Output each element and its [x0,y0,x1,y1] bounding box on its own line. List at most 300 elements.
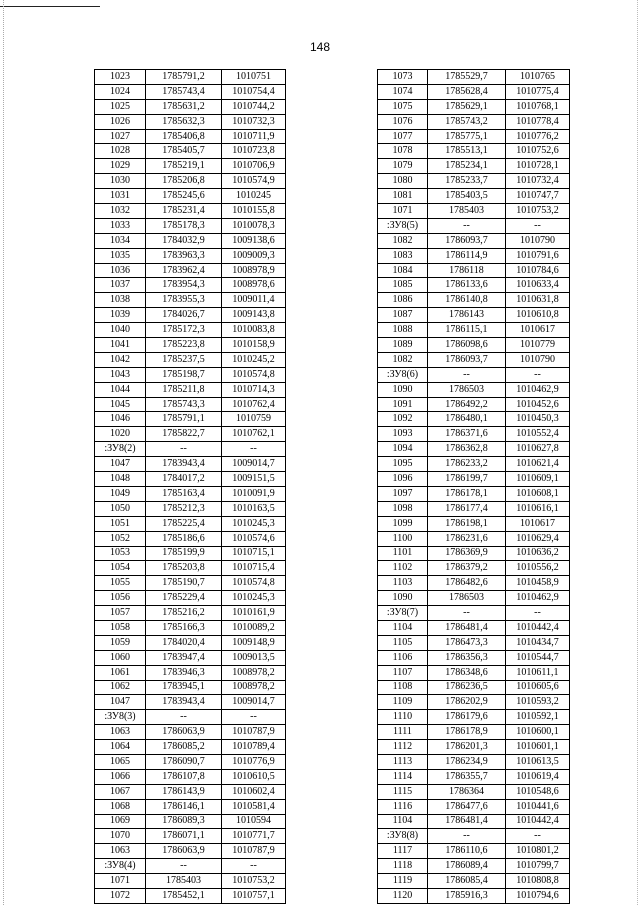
y-coordinate-cell: -- [506,829,570,844]
table-row [95,293,286,308]
y-coordinate-cell: 1010617 [506,323,570,338]
x-coordinate-cell: 1785403 [146,874,222,889]
x-coordinate-cell: 1785632,3 [146,114,222,129]
y-coordinate-cell: 1010754,4 [222,84,286,99]
point-number-cell: 1038 [95,293,146,308]
table-row [378,888,570,903]
y-coordinate-cell: 1010629,4 [506,531,570,546]
table-row [95,501,286,516]
y-coordinate-cell: 1010600,1 [506,725,570,740]
x-coordinate-cell: 1786098,6 [428,338,506,353]
x-coordinate-cell: 1786143 [428,308,506,323]
table-row [378,442,570,457]
point-number-cell: 1047 [95,695,146,710]
x-coordinate-cell: 1786133,6 [428,278,506,293]
point-number-cell: 1084 [378,263,428,278]
point-number-cell: 1097 [378,486,428,501]
point-number-cell: 1025 [95,99,146,114]
x-coordinate-cell: -- [146,859,222,874]
x-coordinate-cell: 1785916,3 [428,888,506,903]
point-number-cell: 1063 [95,725,146,740]
y-coordinate-cell: -- [222,710,286,725]
x-coordinate-cell: 1786179,6 [428,710,506,725]
y-coordinate-cell: 1010765 [506,70,570,85]
x-coordinate-cell: 1786093,7 [428,352,506,367]
x-coordinate-cell: 1786503 [428,382,506,397]
y-coordinate-cell: 1010613,5 [506,754,570,769]
table-row [95,680,286,695]
point-number-cell: 1101 [378,546,428,561]
point-number-cell: 1081 [378,189,428,204]
x-coordinate-cell: 1783947,4 [146,650,222,665]
x-coordinate-cell: 1785406,8 [146,129,222,144]
table-row [95,174,286,189]
table-row [378,725,570,740]
y-coordinate-cell: 1010245 [222,189,286,204]
point-number-cell: 1091 [378,397,428,412]
table-row [95,740,286,755]
y-coordinate-cell: 1010753,2 [506,204,570,219]
y-coordinate-cell: 1009143,8 [222,308,286,323]
point-number-cell: 1085 [378,278,428,293]
point-number-cell: 1063 [95,844,146,859]
point-number-cell: 1023 [95,70,146,85]
y-coordinate-cell: 1010245,3 [222,591,286,606]
table-row [95,159,286,174]
point-number-cell: 1099 [378,516,428,531]
y-coordinate-cell: 1010776,2 [506,129,570,144]
x-coordinate-cell: 1783943,4 [146,695,222,710]
x-coordinate-cell: 1786063,9 [146,725,222,740]
table-row [95,531,286,546]
table-row [95,189,286,204]
table-row [378,204,570,219]
x-coordinate-cell: 1786178,9 [428,725,506,740]
table-row [95,144,286,159]
x-coordinate-cell: 1785225,4 [146,516,222,531]
point-number-cell: 1119 [378,874,428,889]
y-coordinate-cell: 1010574,6 [222,531,286,546]
point-number-cell: 1106 [378,650,428,665]
table-row [95,576,286,591]
x-coordinate-cell: 1786355,7 [428,769,506,784]
x-coordinate-cell: 1786482,6 [428,576,506,591]
point-number-cell: 1060 [95,650,146,665]
table-row [378,457,570,472]
table-row [95,99,286,114]
y-coordinate-cell: 1010790 [506,352,570,367]
table-row [95,874,286,889]
table-row [378,308,570,323]
y-coordinate-cell: 1010714,3 [222,382,286,397]
point-number-cell: 1115 [378,784,428,799]
x-coordinate-cell: 1786202,9 [428,695,506,710]
x-coordinate-cell: 1785791,2 [146,70,222,85]
table-row [95,635,286,650]
point-number-cell: 1107 [378,665,428,680]
x-coordinate-cell: -- [146,710,222,725]
point-number-cell: 1043 [95,367,146,382]
point-number-cell: 1057 [95,606,146,621]
x-coordinate-cell: 1786231,6 [428,531,506,546]
x-coordinate-cell: 1786177,4 [428,501,506,516]
y-coordinate-cell: 1010458,9 [506,576,570,591]
point-number-cell: 1056 [95,591,146,606]
x-coordinate-cell: 1786146,1 [146,799,222,814]
y-coordinate-cell: 1009013,5 [222,650,286,665]
y-coordinate-cell: 1010608,1 [506,486,570,501]
y-coordinate-cell: 1010757,1 [222,888,286,903]
point-number-cell: 1062 [95,680,146,695]
x-coordinate-cell: -- [428,367,506,382]
point-number-cell: 1034 [95,233,146,248]
table-row [378,561,570,576]
table-row [95,665,286,680]
point-number-cell: 1032 [95,204,146,219]
y-coordinate-cell: 1009151,5 [222,472,286,487]
x-coordinate-cell: 1785229,4 [146,591,222,606]
x-coordinate-cell: 1785743,2 [428,114,506,129]
point-number-cell: 1030 [95,174,146,189]
point-number-cell: 1117 [378,844,428,859]
point-number-cell: 1072 [95,888,146,903]
y-coordinate-cell: 1010636,2 [506,546,570,561]
point-number-cell: 1047 [95,457,146,472]
point-number-cell: 1082 [378,233,428,248]
table-row [95,561,286,576]
point-number-cell: 1061 [95,665,146,680]
point-number-cell: 1111 [378,725,428,740]
table-row [95,397,286,412]
table-row [95,457,286,472]
table-row [378,814,570,829]
x-coordinate-cell: 1785743,4 [146,84,222,99]
point-number-cell: 1093 [378,427,428,442]
y-coordinate-cell: 1010544,7 [506,650,570,665]
table-row [95,352,286,367]
point-number-cell: 1110 [378,710,428,725]
y-coordinate-cell: 1010779 [506,338,570,353]
table-row [378,620,570,635]
table-row [95,412,286,427]
table-row [95,204,286,219]
table-row [378,695,570,710]
point-number-cell: 1076 [378,114,428,129]
x-coordinate-cell: 1786115,1 [428,323,506,338]
y-coordinate-cell: 1008978,2 [222,665,286,680]
scan-edge-left [3,0,4,905]
table-row [378,352,570,367]
x-coordinate-cell: 1785219,1 [146,159,222,174]
point-number-cell: 1069 [95,814,146,829]
table-row [378,710,570,725]
x-coordinate-cell: 1786071,1 [146,829,222,844]
x-coordinate-cell: 1785216,2 [146,606,222,621]
point-number-cell: 1059 [95,635,146,650]
x-coordinate-cell: 1785775,1 [428,129,506,144]
x-coordinate-cell: 1785631,2 [146,99,222,114]
x-coordinate-cell: 1786118 [428,263,506,278]
table-row [378,174,570,189]
table-row [95,710,286,725]
table-row [95,695,286,710]
y-coordinate-cell: -- [506,367,570,382]
table-row [378,635,570,650]
y-coordinate-cell: 1010801,2 [506,844,570,859]
table-row [95,70,286,85]
point-number-cell: 1050 [95,501,146,516]
table-row [95,799,286,814]
y-coordinate-cell: 1010574,8 [222,367,286,382]
point-number-cell: :ЗУ8(3) [95,710,146,725]
point-number-cell: 1104 [378,620,428,635]
y-coordinate-cell: 1010771,7 [222,829,286,844]
table-row [378,606,570,621]
y-coordinate-cell: 1008978,2 [222,680,286,695]
top-rule-line [0,6,100,7]
x-coordinate-cell: 1786085,4 [428,874,506,889]
x-coordinate-cell: 1786140,8 [428,293,506,308]
table-row [95,814,286,829]
x-coordinate-cell: 1783945,1 [146,680,222,695]
table-row [378,799,570,814]
x-coordinate-cell: 1785452,1 [146,888,222,903]
x-coordinate-cell: 1783955,3 [146,293,222,308]
point-number-cell: 1031 [95,189,146,204]
y-coordinate-cell: 1010078,3 [222,218,286,233]
y-coordinate-cell: 1010245,2 [222,352,286,367]
y-coordinate-cell: 1010747,7 [506,189,570,204]
x-coordinate-cell: 1783946,3 [146,665,222,680]
point-number-cell: :ЗУ8(5) [378,218,428,233]
x-coordinate-cell: 1785743,3 [146,397,222,412]
x-coordinate-cell: 1785163,4 [146,486,222,501]
y-coordinate-cell: 1010601,1 [506,740,570,755]
point-number-cell: 1108 [378,680,428,695]
y-coordinate-cell: 1010462,9 [506,591,570,606]
y-coordinate-cell: 1010784,6 [506,263,570,278]
x-coordinate-cell: 1786107,8 [146,769,222,784]
y-coordinate-cell: -- [222,442,286,457]
point-number-cell: 1100 [378,531,428,546]
table-row [378,412,570,427]
x-coordinate-cell: 1785166,3 [146,620,222,635]
point-number-cell: 1048 [95,472,146,487]
table-row [378,159,570,174]
point-number-cell: 1073 [378,70,428,85]
y-coordinate-cell: 1010592,1 [506,710,570,725]
point-number-cell: 1067 [95,784,146,799]
y-coordinate-cell: 1010752,6 [506,144,570,159]
x-coordinate-cell: -- [428,829,506,844]
point-number-cell: 1089 [378,338,428,353]
y-coordinate-cell: 1010794,6 [506,888,570,903]
x-coordinate-cell: 1786480,1 [428,412,506,427]
x-coordinate-cell: 1786481,4 [428,814,506,829]
table-row [378,114,570,129]
scan-edge-right [637,0,638,905]
point-number-cell: 1120 [378,888,428,903]
x-coordinate-cell: 1785629,1 [428,99,506,114]
y-coordinate-cell: 1010762,1 [222,427,286,442]
y-coordinate-cell: 1010715,1 [222,546,286,561]
point-number-cell: 1079 [378,159,428,174]
x-coordinate-cell: 1785628,4 [428,84,506,99]
y-coordinate-cell: 1010759 [222,412,286,427]
y-coordinate-cell: 1010434,7 [506,635,570,650]
x-coordinate-cell: 1785223,8 [146,338,222,353]
y-coordinate-cell: 1010744,2 [222,99,286,114]
point-number-cell: 1041 [95,338,146,353]
point-number-cell: 1082 [378,352,428,367]
y-coordinate-cell: 1010452,6 [506,397,570,412]
point-number-cell: 1113 [378,754,428,769]
y-coordinate-cell: 1010610,5 [222,769,286,784]
y-coordinate-cell: 1010089,2 [222,620,286,635]
y-coordinate-cell: 1010155,8 [222,204,286,219]
y-coordinate-cell: 1010627,8 [506,442,570,457]
point-number-cell: 1029 [95,159,146,174]
y-coordinate-cell: 1010711,9 [222,129,286,144]
point-number-cell: 1036 [95,263,146,278]
y-coordinate-cell: 1010751 [222,70,286,85]
table-row [378,70,570,85]
table-row [95,546,286,561]
x-coordinate-cell: 1783962,4 [146,263,222,278]
table-row [95,248,286,263]
page-number: 148 [309,40,331,54]
coordinates-table-right [377,69,570,904]
y-coordinate-cell: 1010158,9 [222,338,286,353]
x-coordinate-cell: 1786234,9 [428,754,506,769]
y-coordinate-cell: 1008978,9 [222,263,286,278]
x-coordinate-cell: 1785211,8 [146,382,222,397]
table-row [378,472,570,487]
table-row [378,427,570,442]
table-row [95,263,286,278]
table-row [378,397,570,412]
x-coordinate-cell: 1785405,7 [146,144,222,159]
table-row [378,576,570,591]
table-row [95,442,286,457]
table-row [95,784,286,799]
x-coordinate-cell: 1785186,6 [146,531,222,546]
table-row [378,680,570,695]
point-number-cell: :ЗУ8(4) [95,859,146,874]
point-number-cell: 1104 [378,814,428,829]
y-coordinate-cell: 1010552,4 [506,427,570,442]
point-number-cell: 1054 [95,561,146,576]
point-number-cell: 1024 [95,84,146,99]
x-coordinate-cell: 1786362,8 [428,442,506,457]
y-coordinate-cell: 1010161,9 [222,606,286,621]
y-coordinate-cell: 1010808,8 [506,874,570,889]
y-coordinate-cell: 1009009,3 [222,248,286,263]
coordinates-table-right-body [378,70,570,904]
y-coordinate-cell: 1009148,9 [222,635,286,650]
coordinates-table-left [94,69,286,904]
point-number-cell: 1083 [378,248,428,263]
point-number-cell: 1045 [95,397,146,412]
y-coordinate-cell: 1010787,9 [222,725,286,740]
x-coordinate-cell: 1784026,7 [146,308,222,323]
y-coordinate-cell: 1010768,1 [506,99,570,114]
x-coordinate-cell: 1786356,3 [428,650,506,665]
x-coordinate-cell: 1786477,6 [428,799,506,814]
x-coordinate-cell: -- [428,606,506,621]
x-coordinate-cell: 1785403,5 [428,189,506,204]
x-coordinate-cell: 1786371,6 [428,427,506,442]
table-row [378,293,570,308]
table-row [95,308,286,323]
y-coordinate-cell: 1010631,8 [506,293,570,308]
table-row [95,233,286,248]
table-row [378,874,570,889]
x-coordinate-cell: 1786481,4 [428,620,506,635]
table-row [378,829,570,844]
y-coordinate-cell: 1010775,4 [506,84,570,99]
x-coordinate-cell: 1786199,7 [428,472,506,487]
y-coordinate-cell: 1010609,1 [506,472,570,487]
y-coordinate-cell: 1010245,3 [222,516,286,531]
table-row [378,367,570,382]
y-coordinate-cell: 1009014,7 [222,695,286,710]
point-number-cell: 1078 [378,144,428,159]
table-row [378,844,570,859]
y-coordinate-cell: 1010619,4 [506,769,570,784]
point-number-cell: 1074 [378,84,428,99]
y-coordinate-cell: 1010621,4 [506,457,570,472]
coordinates-table-left-body [95,70,286,904]
table-row [95,486,286,501]
table-row [95,725,286,740]
table-row [378,740,570,755]
point-number-cell: 1027 [95,129,146,144]
point-number-cell: 1046 [95,412,146,427]
point-number-cell: :ЗУ8(8) [378,829,428,844]
table-row [378,546,570,561]
y-coordinate-cell: 1009011,4 [222,293,286,308]
x-coordinate-cell: 1786473,3 [428,635,506,650]
x-coordinate-cell: 1784020,4 [146,635,222,650]
x-coordinate-cell: 1785199,9 [146,546,222,561]
point-number-cell: 1068 [95,799,146,814]
point-number-cell: 1077 [378,129,428,144]
table-row [378,486,570,501]
point-number-cell: 1114 [378,769,428,784]
point-number-cell: 1033 [95,218,146,233]
x-coordinate-cell: 1786233,2 [428,457,506,472]
y-coordinate-cell: 1010574,8 [222,576,286,591]
point-number-cell: 1071 [378,204,428,219]
point-number-cell: 1042 [95,352,146,367]
x-coordinate-cell: 1785231,4 [146,204,222,219]
table-row [378,84,570,99]
point-number-cell: 1028 [95,144,146,159]
y-coordinate-cell: 1010462,9 [506,382,570,397]
y-coordinate-cell: 1010442,4 [506,814,570,829]
table-row [95,382,286,397]
y-coordinate-cell: 1010441,6 [506,799,570,814]
point-number-cell: :ЗУ8(2) [95,442,146,457]
point-number-cell: 1064 [95,740,146,755]
x-coordinate-cell: 1783943,4 [146,457,222,472]
x-coordinate-cell: 1786143,9 [146,784,222,799]
point-number-cell: :ЗУ8(6) [378,367,428,382]
point-number-cell: 1052 [95,531,146,546]
y-coordinate-cell: 1009138,6 [222,233,286,248]
table-row [378,278,570,293]
